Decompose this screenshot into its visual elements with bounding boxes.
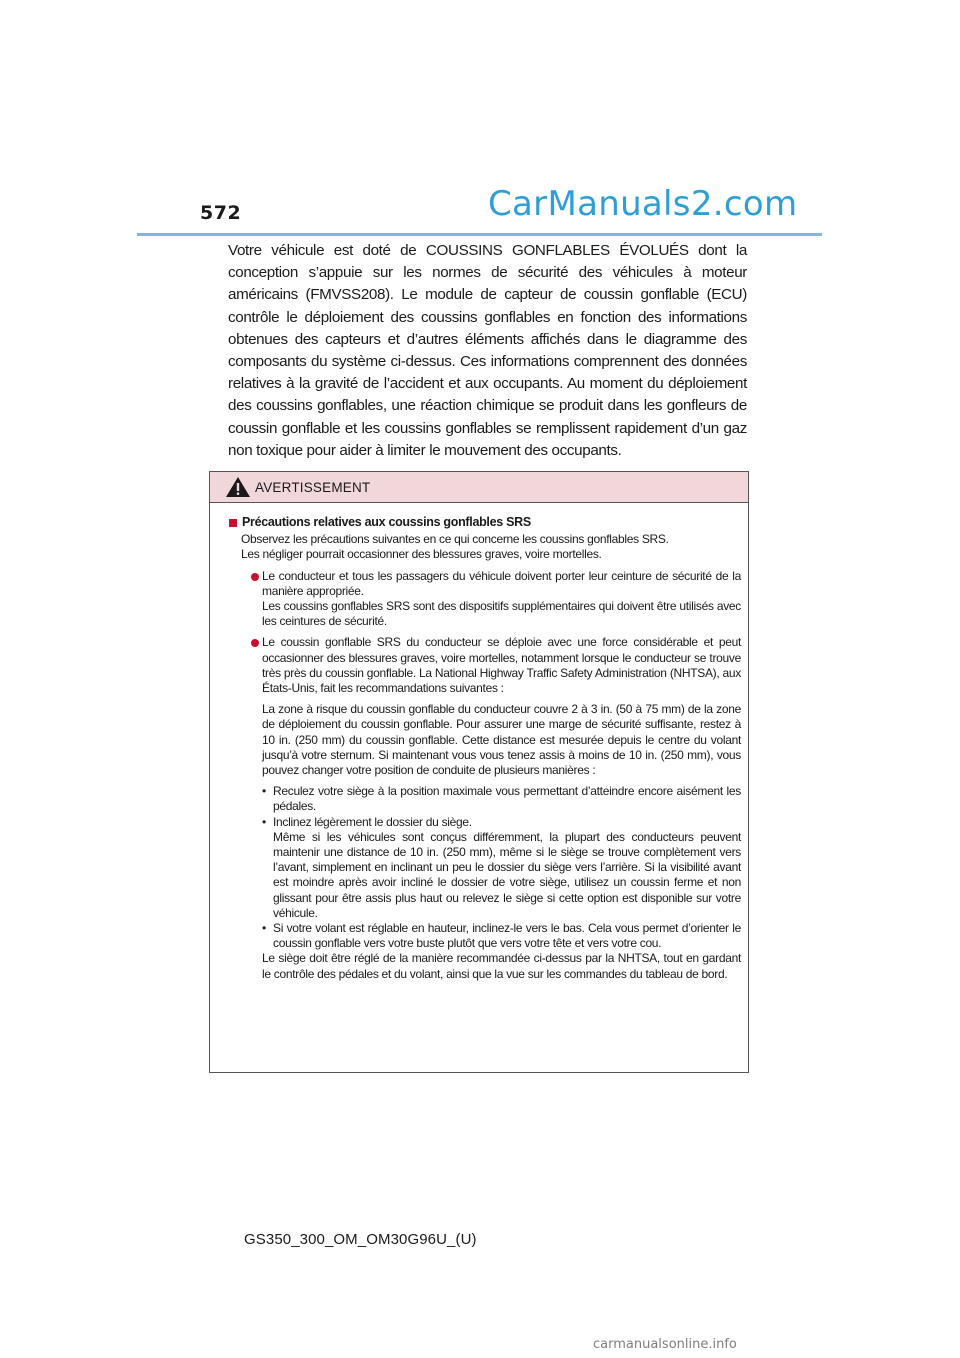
bullet-mark: • <box>262 814 266 829</box>
bullet-detail: Même si les véhicules sont conçus différemment, la plupart des conducteurs peuvent maintenir une distance de 10 in. (250 mm), même si le siège se trouve complètement vers l’avant, simplement en inclinant un peu le dossier du siège vers l’arrière. Si la visibilité avant est moindre après avoir incliné le dossier de votre siège, utilisez un coussin ferme et non glissant pour être assis plus haut ou relevez le siège si cette option est disponible sur votre véhicule. <box>273 829 741 920</box>
list-item <box>262 569 741 630</box>
section-intro: Observez les précautions suivantes en ce qui concerne les coussins gonflables SRS. <box>241 532 669 547</box>
item-text: Le conducteur et tous les passagers du véhicule doivent porter leur ceinture de sécurité de la manière appropriée. <box>262 568 741 598</box>
item-text: Le coussin gonflable SRS du conducteur se déploie avec une force considérable et peut occasionner des blessures graves, voire mortelles, notamment lorsque le conducteur se trouve très près du coussin gonflable. La National Highway Traffic Safety Administration (NHTSA), aux États-Unis, fait les recommandations suivantes : <box>262 635 741 696</box>
recommendation-list <box>262 784 741 951</box>
warning-body <box>210 503 748 982</box>
bullet-text: Reculez votre siège à la position maximale vous permettant d’atteindre encore aisément les pédales. <box>273 784 741 814</box>
intro-paragraph: Votre véhicule est doté de COUSSINS GONFLABLES ÉVOLUÉS dont la conception s’appuie sur les normes de sécurité des véhicules à moteur américains (FMVSS208). Le module de capteur de coussin gonflable (ECU) contrôle le déploiement des coussins gonflables en fonction des informations obtenues des capteurs et d’autres éléments affichés dans le diagramme des composants du système ci-dessus. Ces informations comprennent des données relatives à la gravité de l’accident et aux occupants. Au moment du déploiement des coussins gonflables, une réaction chimique se produit dans les gonfleurs de coussin gonflable et les coussins gonflables se remplissent rapidement d’un gaz non toxique pour aider à limiter le mouvement des occupants. <box>228 242 747 459</box>
section-intro-2: Les négliger pourrait occasionner des blessures graves, voire mortelles. <box>241 547 602 562</box>
warning-box <box>209 471 749 1073</box>
bullet-mark: • <box>262 921 266 936</box>
circle-bullet-icon <box>251 573 259 581</box>
bullet-mark: • <box>262 784 266 799</box>
closing-paragraph: Le siège doit être réglé de la manière recommandée ci-dessus par la NHTSA, tout en gardant le contrôle des pédales et du volant, ainsi que la vue sur les commandes du tableau de bord. <box>262 951 741 981</box>
warning-title: AVERTISSEMENT <box>255 479 371 495</box>
list-item <box>262 635 741 696</box>
risk-zone-paragraph: La zone à risque du coussin gonflable du conducteur couvre 2 à 3 in. (50 à 75 mm) de la zone de déploiement du coussin gonflable. Pour assurer une marge de sécurité suffisante, restez à 10 in. (250 mm) du coussin gonflable. Cette distance est mesurée depuis le centre du volant jusqu’à votre sternum. Si maintenant vous vous tenez assis à moins de 10 in. (250 mm), vous pouvez changer votre position de conduite de plusieurs manières : <box>262 702 741 778</box>
section-heading <box>229 515 741 530</box>
footer-watermark[interactable]: carmanualsonline.info <box>593 1337 737 1352</box>
item-text: Les coussins gonflables SRS sont des dispositifs supplémentaires qui doivent être utilisés avec les ceintures de sécurité. <box>262 599 741 629</box>
square-bullet-icon <box>229 519 237 527</box>
list-item <box>262 921 741 951</box>
list-item <box>262 815 741 921</box>
warning-header <box>210 472 748 503</box>
list-item <box>262 784 741 814</box>
watermark-logo[interactable]: CarManuals2.com <box>488 184 798 224</box>
circle-bullet-icon <box>251 639 259 647</box>
page-number: 572 <box>200 202 242 224</box>
bullet-text: Si votre volant est réglable en hauteur, inclinez-le vers le bas. Cela vous permet d’orienter le coussin gonflable vers votre buste plutôt que vers votre tête et vers votre cou. <box>273 921 741 951</box>
document-code: GS350_300_OM_OM30G96U_(U) <box>244 1231 477 1248</box>
warning-triangle-icon <box>225 476 251 498</box>
header-rule <box>137 233 822 236</box>
bullet-text: Inclinez légèrement le dossier du siège. <box>273 814 472 829</box>
section-title: Précautions relatives aux coussins gonflables SRS <box>242 515 531 529</box>
